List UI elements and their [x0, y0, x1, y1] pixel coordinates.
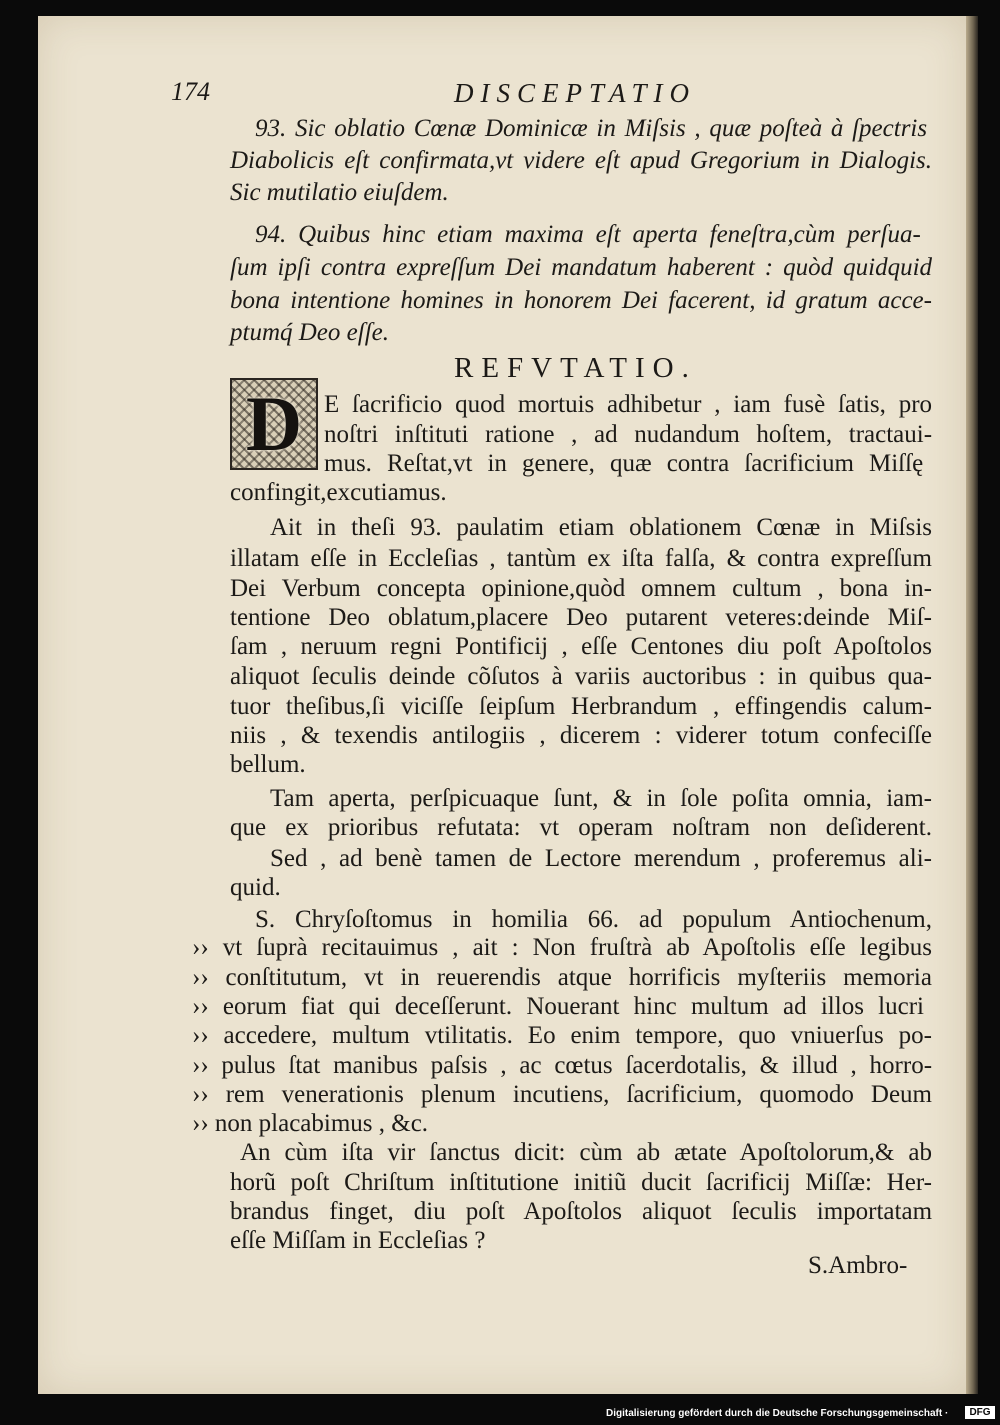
initial-letter: D — [245, 380, 303, 467]
decorated-initial — [230, 378, 318, 470]
page-edge — [966, 16, 978, 1394]
body-line: noſtri inſtituti ratione , ad nudandum hoſtem, tractaui- — [324, 421, 933, 448]
body-line: bellum. — [230, 751, 306, 778]
body-line: eſſe Miſſam in Eccleſias ? — [230, 1227, 486, 1254]
body-line: brandus finget, diu poſt Apoſtolos aliquot ſeculis importatam — [230, 1198, 933, 1225]
thesis-93-line: Diabolicis eſt confirmata,vt videre eſt apud Gregorium in Dialogis. — [230, 147, 932, 174]
body-line: S. Chryſoſtomus in homilia 66. ad populum Antiochenum, — [255, 906, 932, 933]
catchword: S.Ambro- — [808, 1252, 908, 1279]
body-line: aliquot ſeculis deinde cõſutos à variis auctoribus : in quibus qua- — [230, 663, 933, 690]
body-line: que ex prioribus refutata: vt operam noſtram non deſiderent. — [230, 814, 932, 841]
body-line: Tam aperta, perſpicuaque ſunt, & in ſole poſita omnia, iam- — [270, 785, 933, 812]
body-line: ſam , neruum regni Pontificij , eſſe Centones diu poſt Apoſtolos — [230, 633, 932, 660]
thesis-94-line: bona intentione homines in honorem Dei facerent, id gratum acce- — [230, 287, 932, 314]
thesis-93-line: 93. Sic oblatio Cœnæ Dominicæ in Miſsis , quæ poſteà à ſpectris — [255, 115, 928, 142]
running-head: DISCEPTATIO — [454, 78, 696, 108]
body-line: niis , & texendis antilogiis , dicerem : viderer totum confeciſſe — [230, 722, 932, 749]
quoted-line: ›› rem venerationis plenum incutiens, ſacrificium, quomodo Deum — [192, 1081, 933, 1108]
thesis-94-line: ptumq́ Deo eſſe. — [230, 319, 389, 346]
thesis-94-line: 94. Quibus hinc etiam maxima eſt aperta feneſtra,cùm perſua- — [255, 221, 921, 248]
body-line: tuor theſibus,ſi viciſſe ſeipſum Herbrandum , effingendis calum- — [230, 693, 932, 720]
body-line: Dei Verbum concepta opinione,quòd omnem cultum , bona in- — [230, 575, 933, 602]
body-line: illatam eſſe in Eccleſias , tantùm ex iſta falſa, & contra expreſſum — [230, 545, 932, 572]
body-line: Sed , ad benè tamen de Lectore merendum , proferemus ali- — [270, 845, 932, 872]
dfg-logo: DFG — [965, 1406, 995, 1419]
body-line: mus. Reſtat,vt in genere, quæ contra ſacrificium Miſſę — [324, 450, 924, 477]
quoted-line: ›› vt ſuprà recitauimus , ait : Non fruſtrà ab Apoſtolis eſſe legibus — [192, 934, 932, 961]
body-line: Ait in theſi 93. paulatim etiam oblationem Cœnæ in Miſsis — [270, 514, 932, 541]
page-number: 174 — [171, 77, 210, 106]
body-line: tentione Deo oblatum,placere Deo putarent veteres:deinde Miſ- — [230, 604, 932, 631]
body-line: An cùm iſta vir ſanctus dicit: cùm ab ætate Apoſtolorum,& ab — [240, 1139, 932, 1166]
body-line: horũ poſt Chriſtum inſtitutione initiũ ducit ſacrificij Miſſæ: Her- — [230, 1169, 932, 1196]
quoted-line: ›› accedere, multum vtilitatis. Eo enim tempore, quo vniuerſus po- — [192, 1022, 932, 1049]
quoted-line: ›› conſtitutum, vt in reuerendis atque horrificis myſteriis memoria — [192, 964, 932, 991]
section-heading: REFVTATIO. — [454, 352, 697, 384]
quoted-line: ›› pulus ſtat manibus paſsis , ac cœtus ſacerdotalis, & illud , horro- — [192, 1052, 933, 1079]
body-line: confingit,excutiamus. — [230, 479, 447, 506]
body-line: quid. — [230, 874, 281, 901]
thesis-94-line: ſum ipſi contra expreſſum Dei mandatum haberent : quòd quidquid — [230, 254, 933, 281]
digitization-credit: Digitalisierung gefördert durch die Deutsche Forschungsgemeinschaft · — [606, 1408, 949, 1419]
thesis-93-line: Sic mutilatio eiuſdem. — [230, 179, 449, 206]
body-line: E ſacrificio quod mortuis adhibetur , iam fusè ſatis, pro — [324, 391, 933, 418]
quoted-line: ›› eorum fiat qui deceſſerunt. Nouerant hinc multum ad illos lucri — [192, 993, 924, 1020]
quoted-line: ›› non placabimus , &c. — [192, 1110, 429, 1137]
